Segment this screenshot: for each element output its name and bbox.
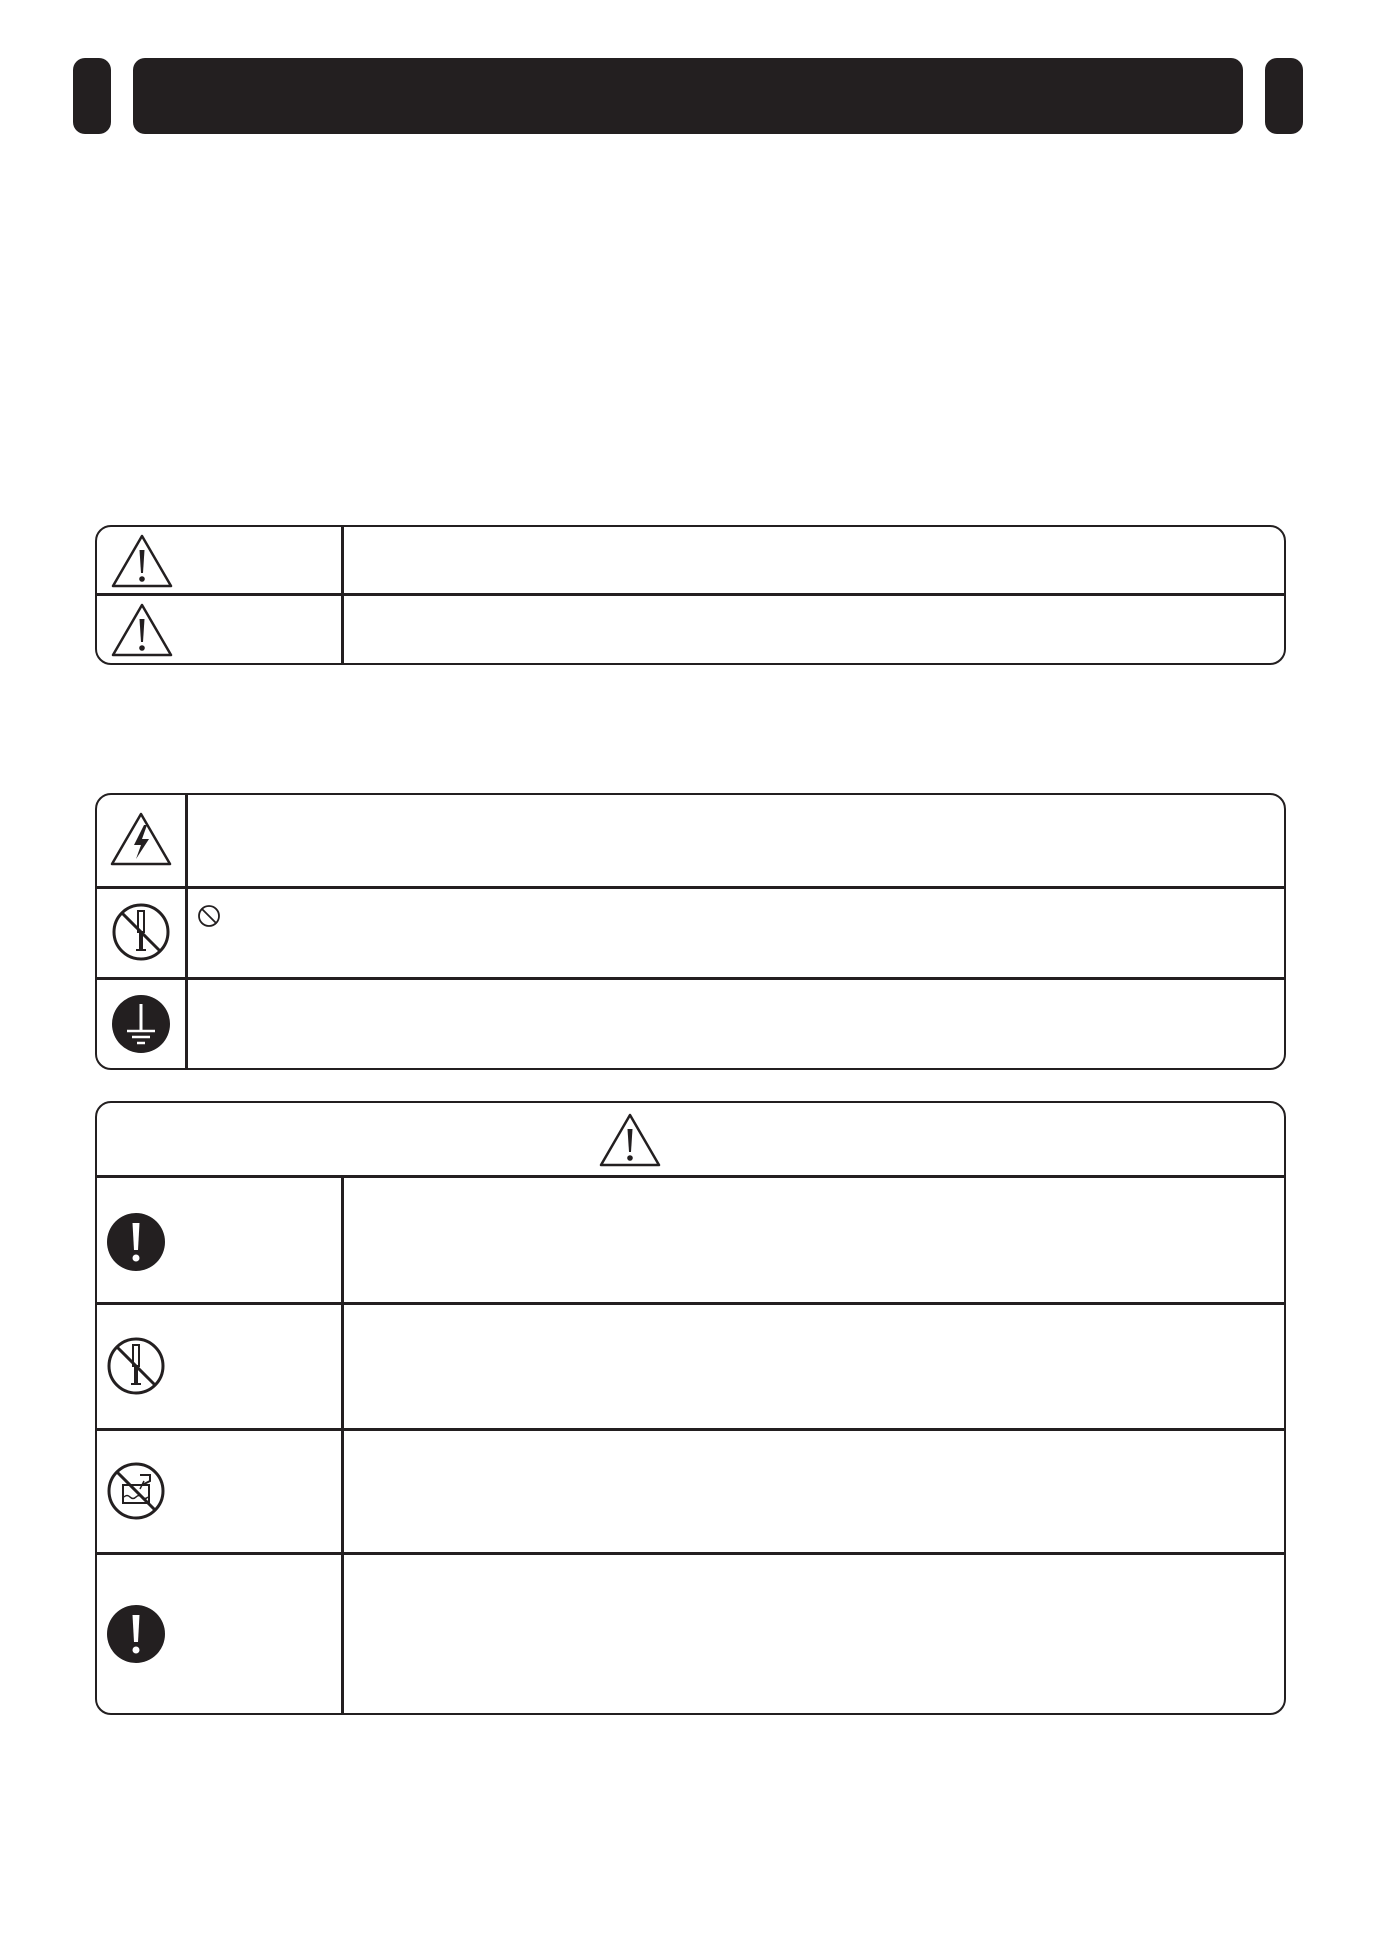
signal-words-row <box>95 595 1286 664</box>
warning-row <box>95 1177 1286 1302</box>
warning-triangle-icon <box>110 533 174 589</box>
no-disassembly-icon <box>111 902 171 962</box>
warning-row <box>95 1430 1286 1552</box>
no-disassembly-icon <box>106 1336 166 1396</box>
warning-row <box>95 1304 1286 1428</box>
warning-triangle-icon <box>598 1112 662 1168</box>
header-left-tab <box>73 58 111 134</box>
header-right-tab <box>1265 58 1303 134</box>
no-water-exposure-icon <box>106 1461 166 1521</box>
header-bar <box>133 58 1243 134</box>
warning-row <box>95 1554 1286 1714</box>
signal-words-row <box>95 525 1286 594</box>
electric-shock-triangle-icon <box>109 811 173 867</box>
prohibition-icon <box>197 904 221 928</box>
symbols-row <box>95 793 1286 886</box>
symbols-row <box>95 979 1286 1069</box>
ground-connection-icon <box>111 994 171 1054</box>
mandatory-action-icon <box>106 1604 166 1664</box>
warning-triangle-icon <box>110 602 174 658</box>
symbols-row <box>95 888 1286 977</box>
mandatory-action-icon <box>106 1212 166 1272</box>
warning-header <box>95 1101 1286 1175</box>
